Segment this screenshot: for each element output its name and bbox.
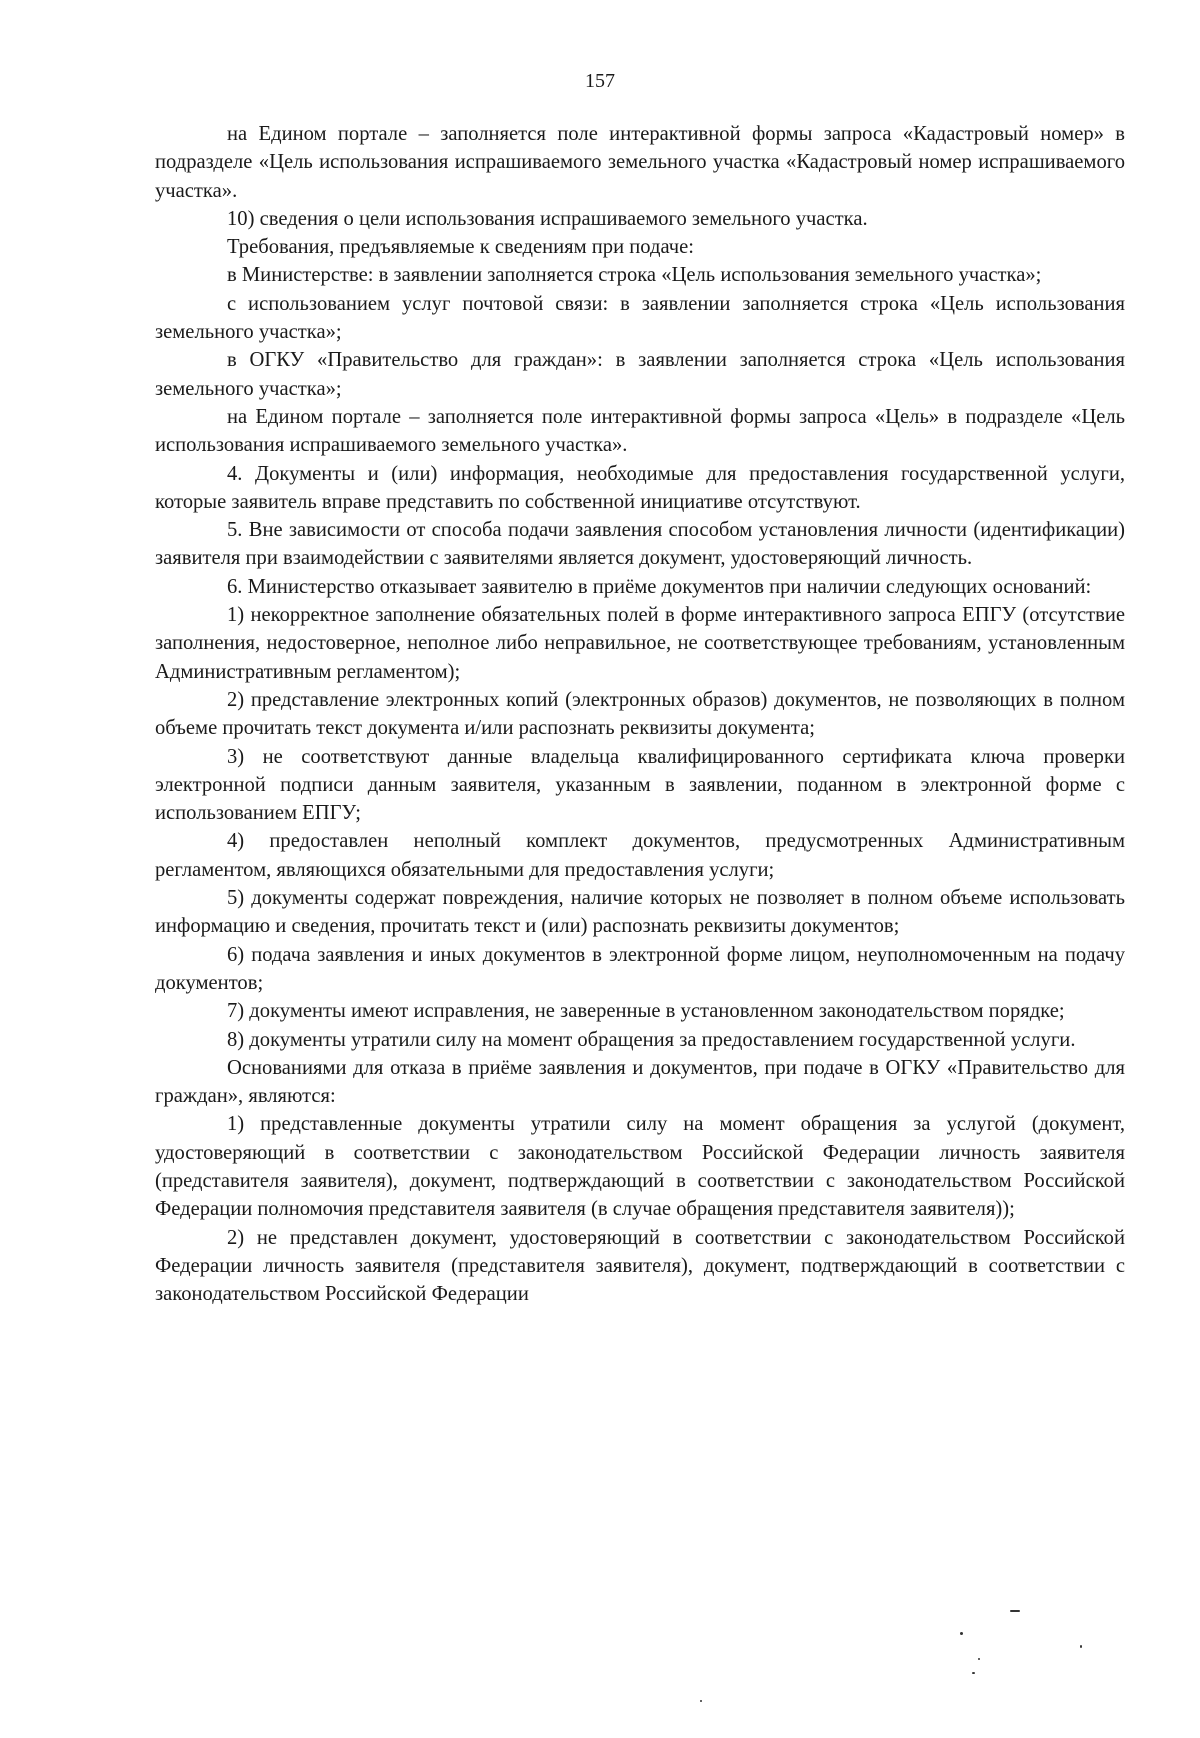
paragraph: 6. Министерство отказывает заявителю в приёме документов при наличии следующих оснований: — [227, 575, 1092, 598]
document-body — [155, 120, 1125, 1308]
scan-speck — [960, 1632, 963, 1635]
paragraph: 3) не соответствуют данные владельца квалифицированного сертификата ключа проверки электронной подписи данным заявителя, указанным в заявлении, поданном в электронной форме с использованием ЕПГУ; — [155, 745, 1125, 825]
scan-speck — [972, 1672, 975, 1674]
paragraph: 7) документы имеют исправления, не заверенные в установленном законодательством порядке; — [227, 1000, 1065, 1023]
paragraph: 8) документы утратили силу на момент обращения за предоставлением государственной услуги. — [227, 1028, 1076, 1051]
paragraph: на Едином портале – заполняется поле интерактивной формы запроса «Цель» в подразделе «Цель использования испрашиваемого земельного участка». — [155, 405, 1125, 457]
paragraph: Требования, предъявляемые к сведениям при подаче: — [227, 236, 694, 259]
paragraph: 2) представление электронных копий (электронных образов) документов, не позволяющих в полном объеме прочитать текст документа и/или распознать реквизиты документа; — [155, 688, 1125, 740]
paragraph: 2) не представлен документ, удостоверяющий в соответствии с законодательством Российской Федерации личность заявителя (представителя заявителя), документ, подтверждающий в соответствии с законодательством Российской Федерации — [155, 1226, 1125, 1306]
paragraph: 10) сведения о цели использования испрашиваемого земельного участка. — [227, 207, 868, 230]
paragraph: 1) некорректное заполнение обязательных полей в форме интерактивного запроса ЕПГУ (отсутствие заполнения, недостоверное, неполное либо неправильное, не соответствующее требованиям, установленным Административным регламентом); — [155, 604, 1125, 683]
scan-speck — [978, 1658, 980, 1660]
paragraph: в Министерстве: в заявлении заполняется строка «Цель использования земельного участка»; — [227, 264, 1042, 287]
paragraph: 5. Вне зависимости от способа подачи заявления способом установления личности (идентификации) заявителя при взаимодействии с заявителями является документ, удостоверяющий личность. — [155, 519, 1125, 570]
paragraph: 6) подача заявления и иных документов в электронной форме лицом, неуполномоченным на подачу документов; — [155, 943, 1125, 994]
paragraph: с использованием услуг почтовой связи: в заявлении заполняется строка «Цель использования земельного участка»; — [155, 292, 1125, 344]
paragraph: Основаниями для отказа в приёме заявления и документов, при подаче в ОГКУ «Правительство для граждан», являются: — [155, 1056, 1125, 1108]
paragraph: 4) предоставлен неполный комплект документов, предусмотренных Административным регламентом, являющихся обязательными для предоставления услуги; — [155, 830, 1125, 881]
scan-speck — [1080, 1645, 1082, 1648]
scan-speck — [700, 1700, 702, 1702]
paragraph: 1) представленные документы утратили силу на момент обращения за услугой (документ, удостоверяющий в соответствии с законодательством Российской Федерации личность заявителя (представителя заявителя), документ, подтверждающий в соответствии с законодательством Российской Федерации полномочия представителя заявителя (в случае обращения представителя заявителя)); — [155, 1113, 1125, 1221]
page-number: 157 — [585, 70, 615, 92]
paragraph: 4. Документы и (или) информация, необходимые для предоставления государственной услуги, которые заявитель вправе представить по собственной инициативе отсутствуют. — [155, 462, 1125, 513]
paragraph: в ОГКУ «Правительство для граждан»: в заявлении заполняется строка «Цель использования земельного участка»; — [155, 349, 1125, 400]
paragraph: 5) документы содержат повреждения, наличие которых не позволяет в полном объеме использовать информацию и сведения, прочитать текст и (или) распознать реквизиты документов; — [155, 887, 1125, 938]
scan-speck — [1010, 1610, 1020, 1612]
paragraph: на Едином портале – заполняется поле интерактивной формы запроса «Кадастровый номер» в подразделе «Цель использования испрашиваемого земельного участка «Кадастровый номер испрашиваемого участка». — [155, 123, 1125, 202]
